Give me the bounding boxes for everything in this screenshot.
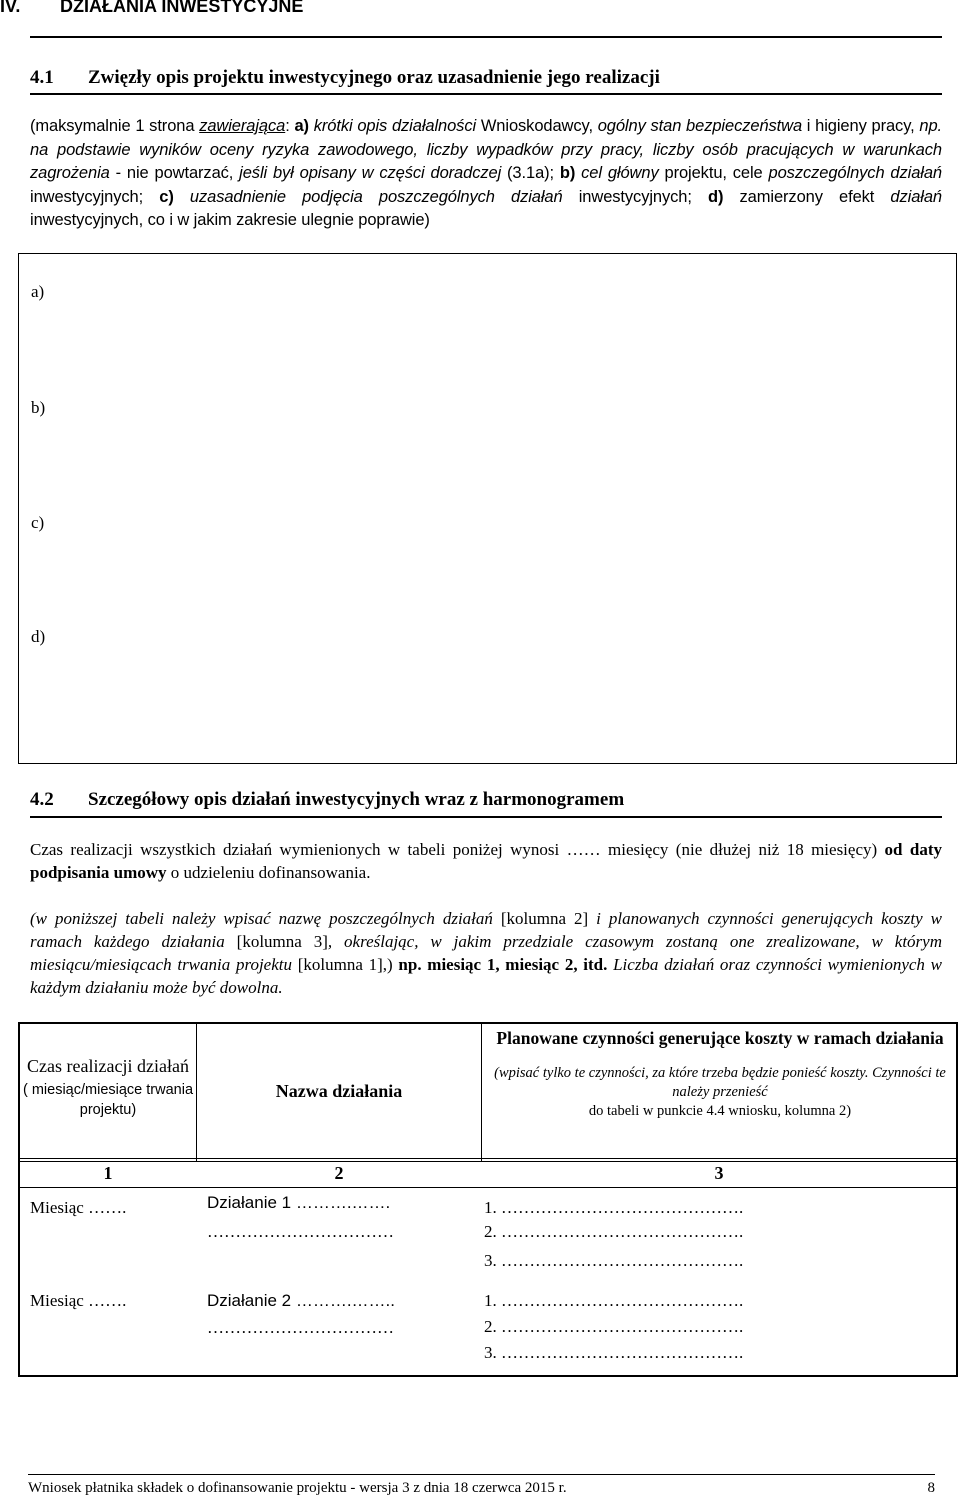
desc-part: działań <box>890 187 943 206</box>
table-col-divider-2 <box>481 1022 482 1162</box>
col1-header-sub: ( miesiąc/miesiące trwania projektu) <box>22 1082 194 1118</box>
subsection-4-2-title: Szczegółowy opis działań inwestycyjnych wraz z harmonogramem <box>88 789 625 810</box>
instr-part: (w poniższej tabeli należy wpisać nazwę poszczególnych działań <box>30 909 501 928</box>
desc-part: : <box>285 117 295 135</box>
row1-item-1[interactable]: 1. ……………………………………. <box>484 1198 744 1217</box>
row1-month[interactable]: Miesiąc ……. <box>30 1198 127 1217</box>
desc-part: d) <box>708 187 724 206</box>
instr-part: i planowanych czynności generujących koszty w ramach każdego działania <box>30 909 942 951</box>
row2-action-cont[interactable]: …………………………… <box>207 1318 394 1337</box>
col3-header-note-end: do tabeli w punkcie 4.4 wniosku, kolumna 2) <box>588 1103 852 1119</box>
row2-item-2[interactable]: 2. ……………………………………. <box>484 1317 744 1336</box>
subsection-4-2-number: 4.2 <box>30 789 54 810</box>
page-number: 8 <box>927 1480 935 1496</box>
answer-label-d: d) <box>31 627 46 646</box>
col2-number: 2 <box>334 1163 344 1183</box>
instr-part: , określając, w jakim przedziale czasowym zostaną one zrealizowane, w którym miesiącu/miesiącach trwania projektu <box>30 932 942 974</box>
desc-part: ogólny stan bezpieczeństwa <box>597 117 803 135</box>
answer-label-b: b) <box>31 398 46 417</box>
table-top-border <box>18 1022 958 1024</box>
row2-item-1[interactable]: 1. ……………………………………. <box>484 1291 744 1310</box>
instr-part: [kolumna 1] <box>297 955 383 974</box>
table-bottom-border <box>18 1375 958 1377</box>
subsection-4-1-description <box>30 115 942 233</box>
col3-header <box>490 1027 950 1121</box>
desc-part: (maksymalnie 1 strona <box>30 117 200 135</box>
row2-item-3[interactable]: 3. ……………………………………. <box>484 1343 744 1362</box>
subsection-4-1-number: 4.1 <box>30 67 54 88</box>
desc-part: jeśli był opisany w części doradczej <box>239 164 502 182</box>
subsection-4-1-heading <box>30 67 660 89</box>
section-title: DZIAŁANIA INWESTYCYJNE <box>60 0 304 16</box>
row1-action[interactable]: Działanie 1 ……….……. <box>207 1193 391 1212</box>
desc-part: np. na podstawie wyników oceny ryzyka zawodowego, liczby wypadków przy pracy, liczby osób pracujących w warunkach zagrożenia <box>30 117 943 182</box>
duration-bold: od daty podpisania umowy <box>30 840 942 882</box>
section-divider <box>30 36 942 38</box>
section-number: IV. <box>0 0 21 16</box>
desc-part: inwestycyjnych; <box>562 187 708 206</box>
answer-box[interactable] <box>18 253 957 764</box>
desc-part: inwestycyjnych, co i w jakim zakresie ulegnie poprawie) <box>30 211 430 229</box>
footer-text: Wniosek płatnika składek o dofinansowanie projektu - wersja 3 z dnia 18 czerwca 2015 r. <box>28 1480 567 1496</box>
row2-action[interactable]: Działanie 2 ……….…….. <box>207 1291 395 1310</box>
subsection-4-1-title: Zwięzły opis projektu inwestycyjnego oraz uzasadnienie jego realizacji <box>88 67 660 88</box>
instructions-paragraph <box>30 907 942 999</box>
col1-header-title: Czas realizacji działań <box>27 1056 189 1076</box>
col3-header-title: Planowane czynności generujące koszty w ramach działania <box>496 1028 944 1048</box>
desc-part: b) <box>559 164 576 182</box>
answer-label-c: c) <box>31 513 45 532</box>
duration-text: Czas realizacji wszystkich działań wymienionych w tabeli poniżej wynosi …… miesięcy (nie dłużej niż 18 miesięcy) <box>30 840 885 859</box>
desc-part: projektu, cele <box>658 164 769 182</box>
col2-header: Nazwa działania <box>275 1081 403 1101</box>
instr-part: [kolumna 3] <box>236 932 328 951</box>
desc-part: - nie powtarzać, <box>109 164 240 182</box>
desc-part: zamierzony efekt <box>723 187 891 206</box>
col3-number: 3 <box>714 1163 724 1183</box>
table-header-border <box>18 1158 958 1159</box>
row1-item-3[interactable]: 3. ……………………………………. <box>484 1251 744 1270</box>
table-header-border-2 <box>18 1161 958 1162</box>
instr-part: [kolumna 2] <box>500 909 589 928</box>
row1-action-cont[interactable]: …………………………… <box>207 1222 394 1241</box>
instr-part: np. miesiąc 1, miesiąc 2, itd. <box>398 955 608 974</box>
desc-part: krótki opis działalności <box>308 117 477 135</box>
answer-label-a: a) <box>31 282 45 301</box>
desc-part: zawierająca <box>199 117 286 135</box>
desc-part: (3.1a); <box>501 164 560 182</box>
subsection-4-2-divider <box>30 816 942 818</box>
desc-part: cel główny <box>575 164 659 182</box>
col3-header-note: (wpisać tylko te czynności, za które trzeba będzie ponieść koszty. Czynności te należy przenieść <box>494 1065 946 1100</box>
duration-text-end: o udzieleniu dofinansowania. <box>166 863 371 882</box>
subsection-4-2-heading <box>30 789 624 811</box>
desc-part: Wnioskodawcy, <box>476 117 598 135</box>
desc-part: inwestycyjnych; <box>30 187 160 206</box>
desc-part: c) <box>159 187 174 206</box>
row2-month[interactable]: Miesiąc ……. <box>30 1291 127 1310</box>
desc-part: poszczególnych działań <box>768 164 942 182</box>
desc-part: uzasadnienie podjęcia poszczególnych działań <box>173 187 563 206</box>
instr-part: ,) <box>382 955 399 974</box>
row1-item-2[interactable]: 2. ……………………………………. <box>484 1222 744 1241</box>
duration-paragraph <box>30 838 942 884</box>
instr-part: Liczba działań oraz czynności wymienionych w każdym działaniu może być dowolna. <box>30 955 942 997</box>
col1-number: 1 <box>103 1163 113 1183</box>
desc-part: a) <box>294 117 309 135</box>
table-right-border <box>956 1022 958 1377</box>
table-numbers-border <box>18 1187 958 1188</box>
subsection-4-1-divider <box>30 93 942 95</box>
desc-part: i higieny pracy, <box>802 117 920 135</box>
section-heading <box>0 0 303 17</box>
col1-header <box>20 1055 196 1120</box>
page-footer <box>28 1474 935 1497</box>
